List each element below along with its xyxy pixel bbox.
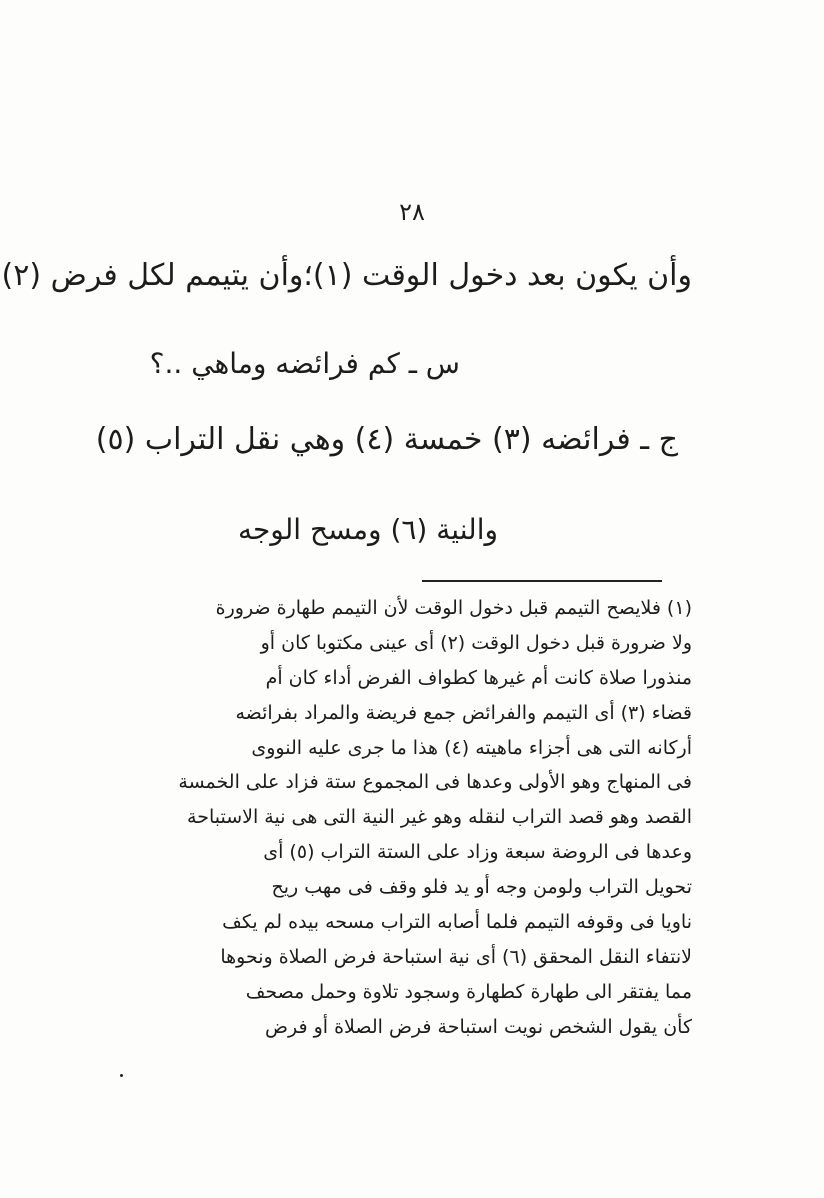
footnote-separator	[422, 580, 662, 582]
footnote-line: مما يفتقر الى طهارة كطهارة وسجود تلاوة وحمل مصحف	[245, 980, 692, 1003]
print-speck	[120, 1074, 123, 1077]
question-line: س ـ كم فرائضه وماهي ..؟	[149, 347, 460, 380]
page-number: ٢٨	[399, 198, 425, 226]
footnote-line: ناويا فى وقوفه التيمم فلما أصابه التراب مسحه بيده لم يكف	[222, 911, 692, 934]
footnote-line: القصد وهو قصد التراب لنقله وهو غير النية التى هى نية الاستباحة	[187, 806, 692, 829]
footnote-line: أركانه التى هى أجزاء ماهيته (٤) هذا ما جرى عليه النووى	[251, 736, 692, 759]
footnotes	[126, 591, 692, 1045]
footnote-line: تحويل التراب ولومن وجه أو يد فلو وقف فى مهب ريح	[271, 876, 692, 899]
answer-line: ج ـ فرائضه (٣) خمسة (٤) وهي نقل التراب (٥)	[95, 422, 678, 457]
footnote-line: كأن يقول الشخص نويت استباحة فرض الصلاة أو فرض	[265, 1015, 692, 1038]
main-text-line-4: والنية (٦) ومسح الوجه	[237, 513, 498, 546]
footnote-line: لانتفاء النقل المحقق (٦) أى نية استباحة فرض الصلاة ونحوها	[220, 945, 692, 968]
footnote-line: منذورا صلاة كانت أم غيرها كطواف الفرض أداء كان أم	[265, 666, 692, 689]
footnote-line: فى المنهاج وهو الأولى وعدها فى المجموع ستة فزاد على الخمسة	[178, 771, 692, 794]
footnote-line: ولا ضرورة قبل دخول الوقت (٢) أى عينى مكتوبا كان أو	[260, 631, 692, 654]
footnote-line: (١) فلايصح التيمم قبل دخول الوقت لأن التيمم طهارة ضرورة	[215, 597, 692, 619]
main-text-line-1: وأن يكون بعد دخول الوقت (١)؛وأن يتيمم لكل فرض (٢)	[1, 258, 692, 293]
footnote-line: قضاء (٣) أى التيمم والفرائض جمع فريضة والمراد بفرائضه	[235, 701, 692, 724]
footnote-line: وعدها فى الروضة سبعة وزاد على الستة التراب (٥) أى	[263, 841, 692, 864]
